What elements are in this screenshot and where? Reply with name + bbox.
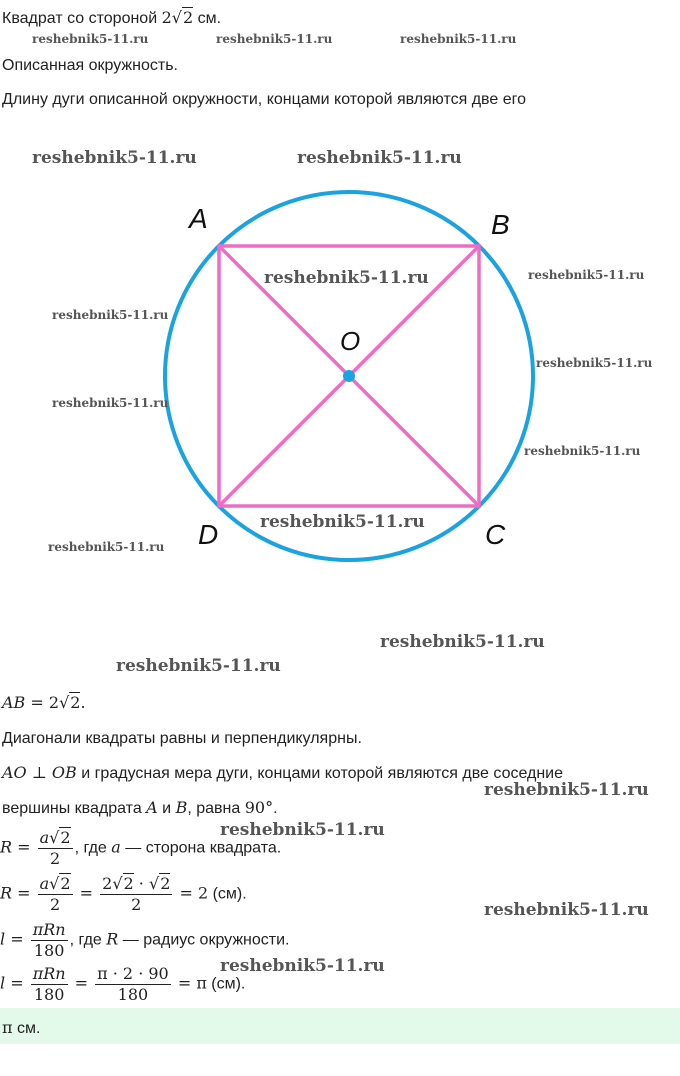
diagonals-text: Диагонали квадраты равны и перпендикулярны. <box>2 730 362 747</box>
answer: π см. <box>2 1018 41 1037</box>
question-text: Длину дуги описанной окружности, концами которой являются две его <box>2 91 526 108</box>
watermark: reshebnik5-11.ru <box>536 356 653 370</box>
label-c: C <box>485 519 506 550</box>
label-a: A <box>189 203 208 234</box>
watermark: reshebnik5-11.ru <box>528 268 645 282</box>
watermark: reshebnik5-11.ru <box>216 32 333 46</box>
l-calc: l = $\frac{\text{πRn}}{180}$ = $\frac{\pi \cdot 2 \cdot 90}{180}$ = π (см). <box>0 964 246 1004</box>
ab-line: AB = 2√2. <box>2 693 86 712</box>
r-calc: R = $\frac{a√2}{2}$ = $\frac{2√2 \cdot √2}{2}$ = 2 (см). <box>0 874 247 914</box>
label-b: B <box>491 209 510 240</box>
watermark: reshebnik5-11.ru <box>260 512 425 532</box>
watermark: reshebnik5-11.ru <box>264 268 429 288</box>
watermark: reshebnik5-11.ru <box>220 956 385 976</box>
watermark: reshebnik5-11.ru <box>524 444 641 458</box>
watermark: reshebnik5-11.ru <box>52 396 169 410</box>
label-o: O <box>340 326 361 356</box>
label-d: D <box>198 519 219 550</box>
watermark: reshebnik5-11.ru <box>484 900 649 920</box>
watermark: reshebnik5-11.ru <box>484 780 649 800</box>
find-label: Описанная окружность. <box>2 57 178 74</box>
watermark: reshebnik5-11.ru <box>400 32 517 46</box>
r-formula: R = $\frac{a√2}{2}$ , где a — сторона квадрата. <box>0 828 282 868</box>
watermark: reshebnik5-11.ru <box>32 148 197 168</box>
watermark: reshebnik5-11.ru <box>116 656 281 676</box>
watermark: reshebnik5-11.ru <box>220 820 385 840</box>
side-value: 2√2 <box>161 8 194 27</box>
watermark: reshebnik5-11.ru <box>48 540 165 554</box>
watermark: reshebnik5-11.ru <box>32 32 149 46</box>
center-point <box>343 370 355 382</box>
vertices-line: вершины квадрата A и B, равна 90°. <box>2 798 278 817</box>
given-line: Квадрат со стороной 2√2 см. <box>2 8 222 27</box>
perp-line: AO ⊥ OB и градусная мера дуги, концами которой являются две соседние <box>2 763 564 782</box>
l-formula: l = $\frac{\text{πRn}}{180}$ , где R — радиус окружности. <box>0 920 290 960</box>
answer-box <box>0 1008 680 1044</box>
watermark: reshebnik5-11.ru <box>380 632 545 652</box>
watermark: reshebnik5-11.ru <box>297 148 462 168</box>
watermark: reshebnik5-11.ru <box>52 308 169 322</box>
